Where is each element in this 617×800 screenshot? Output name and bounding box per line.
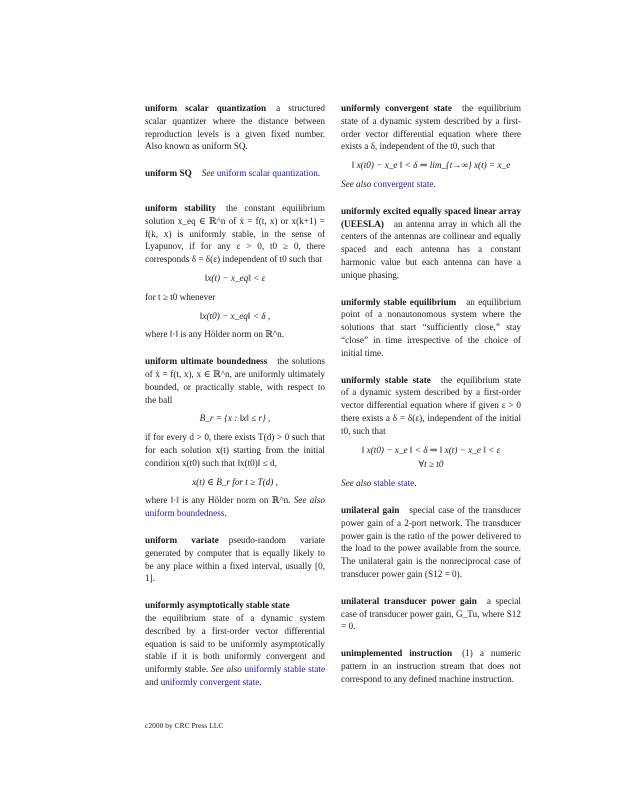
cross-reference-link[interactable]: convergent state: [373, 178, 434, 189]
entry-uniform-ultimate-boundedness: [145, 355, 325, 520]
see-label: See also: [341, 478, 372, 489]
entry-definition: the equilibrium state of a dynamic system described by a first-order vector differential equation where there exists a δ, independent of the t0, such that: [341, 103, 521, 152]
entry-term: uniformly stable state: [341, 374, 431, 385]
entry-definition: pseudo-random variate generated by computer that is equally likely to be any place within a fixed interval, usually [0, 1].: [145, 534, 325, 584]
left-column: [145, 102, 325, 703]
entry-definition: special case of the transducer power gain of a 2-port network. The transducer power gain is the ratio of the power delivered to the load to the power available from the source. The unilateral gain is the nonreciprocal case of transducer power gain (S12 = 0).: [341, 504, 521, 579]
entry-term: uniformly convergent state: [341, 103, 452, 113]
entry-uniformly-asymptotically-stable-state: [145, 599, 325, 689]
punctuation: .: [433, 178, 436, 189]
right-column: [341, 102, 521, 699]
entry-definition: the equilibrium state of a dynamic system described by a first-order vector differential equation where if given ε > 0 there exists a δ = δ(ε), independent of the initial t0, such that: [341, 374, 521, 436]
cross-reference-link[interactable]: uniformly convergent state: [160, 676, 260, 687]
entry-uniformly-excited-array: [341, 205, 521, 282]
cross-reference-link[interactable]: stable state: [373, 478, 415, 489]
entry-definition: a structured scalar quantizer where the distance between reproduction levels is a given fixed number. Also known as uniform SQ.: [145, 103, 325, 152]
conjunction: and: [145, 676, 159, 687]
entry-term: uniform ultimate boundedness: [145, 356, 268, 367]
entry-text: where ‖·‖ is any Hölder norm on ℝ^n.: [145, 329, 285, 340]
entry-uniformly-convergent-state: [341, 102, 521, 191]
equation: ‖x(t) − x_eq‖ < ε: [204, 272, 266, 283]
see-label: See: [201, 168, 215, 179]
entry-text: where ‖·‖ is any Hölder norm on ℝ^n.: [145, 495, 291, 506]
entry-unilateral-gain: [341, 504, 521, 581]
entry-uniformly-stable-equilibrium: [341, 296, 521, 360]
equation: B_r = {x : ‖x‖ ≤ r} ,: [199, 413, 271, 424]
equation: ‖ x(t0) − x_e ‖ < δ ⇒ lim_{t→∞} x(t) = x_e: [351, 160, 511, 171]
entry-term: uniform variate: [145, 534, 219, 545]
copyright-text: c2000 by CRC Press LLC: [145, 721, 224, 730]
see-label: See also: [341, 178, 372, 189]
punctuation: .: [317, 168, 321, 179]
entry-uniform-variate: [145, 534, 325, 585]
entry-definition: an antenna array in which all the centers of the antennas are collinear and equally spaced and each antenna has a constant harmonic value but each antenna can have a unique phasing.: [341, 218, 521, 280]
see-label: See also: [210, 664, 242, 675]
equation-condition: ∀t ≥ t0: [418, 459, 444, 470]
entry-term: unimplemented instruction: [341, 648, 453, 659]
equation: ‖x(t0) − x_eq‖ < δ ,: [199, 310, 271, 321]
entry-definition: an equilibrium point of a nonautonomous system where the solutions that start “sufficiently close,” stay “close” in time irrespective of the choice of initial time.: [341, 296, 521, 358]
equation: ‖ x(t0) − x_e ‖ < δ ⇒ ‖ x(t) − x_e ‖ < ε: [361, 444, 501, 455]
entry-uniform-stability: [145, 202, 325, 341]
entry-term: uniform stability: [145, 202, 216, 213]
entry-term: uniformly stable equilibrium: [341, 296, 457, 307]
cross-reference-link[interactable]: uniformly stable state: [244, 664, 326, 675]
cross-reference-link[interactable]: uniform boundedness: [145, 508, 225, 519]
page-footer: [145, 721, 223, 731]
entry-term: uniformly excited equally spaced linear array (UEESLA): [341, 205, 521, 229]
entry-term: uniformly asymptotically stable state: [145, 600, 290, 611]
entry-definition: the equilibrium state of a dynamic system described by a first-order vector differential equation is said to be uniformly asymptotically stable if it is both uniformly convergent and uniformly stable.: [145, 612, 325, 675]
entry-term: uniform SQ: [145, 168, 192, 179]
entry-uniform-scalar-quantization: [145, 102, 325, 153]
punctuation: .: [259, 676, 262, 687]
entry-definition: the constant equilibrium solution x_eq ∈ ℝ^n of ẋ = f(t, x) or x(k+1) = f(k, x) is uniformly stable, in the sense of Lyapunov, if for any ε > 0, t0 ≥ 0, there corresponds δ = δ(ε) independent of t0 such that: [145, 202, 325, 265]
punctuation: .: [224, 508, 227, 519]
entry-text: for t ≥ t0 whenever: [145, 291, 216, 302]
entry-definition: the solutions of ẋ = f(t, x), x ∈ ℝ^n, are uniformly ultimately bounded, or practically stable, with respect to the ball: [145, 356, 325, 405]
punctuation: .: [414, 478, 417, 489]
entry-text: if for every d > 0, there exists T(d) > 0 such that for each solution x(t) starting from the initial condition x(t0) such that ‖x(t0)‖ ≤ d,: [145, 432, 325, 468]
entry-definition: a special case of transducer power gain, G_Tu, where S12 = 0.: [341, 595, 521, 632]
entry-term: unilateral gain: [341, 504, 400, 515]
entry-uniformly-stable-state: [341, 374, 521, 490]
entry-unilateral-transducer-power-gain: [341, 595, 521, 633]
cross-reference-link[interactable]: uniform scalar quantization: [216, 168, 318, 179]
entry-unimplemented-instruction: [341, 647, 521, 685]
entry-term: uniform scalar quantization: [145, 103, 267, 113]
equation: x(t) ∈ B_r for t ≥ T(d) ,: [192, 476, 278, 487]
entry-definition: (1) a numeric pattern in an instruction stream that does not correspond to any defined machine instruction.: [341, 648, 521, 684]
entry-uniform-sq: [145, 167, 325, 180]
see-label: See also: [293, 495, 325, 506]
entry-term: unilateral transducer power gain: [341, 595, 477, 606]
